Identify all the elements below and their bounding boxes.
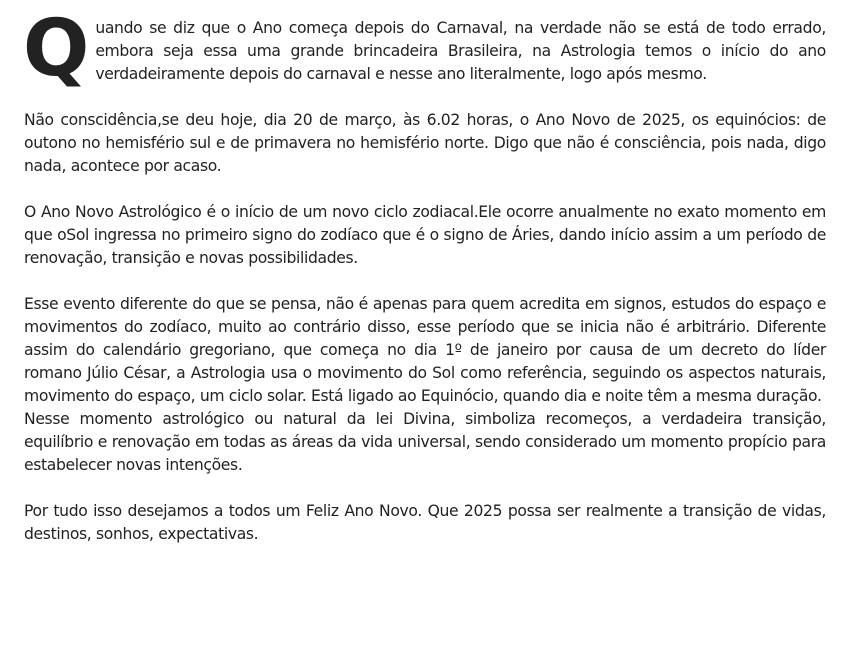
intro-paragraph [23,4,826,94]
intro-text: uando se diz que o Ano começa depois do Carnaval, na verdade não se está de todo errado, embora seja essa uma grande brincadeira Brasileira, na Astrologia temos o início do ano verdadeiramente depois do carnaval e nesse ano literalmente, logo após mesmo. [95,19,826,83]
paragraph-astrological-new-year: O Ano Novo Astrológico é o início de um novo ciclo zodiacal.Ele ocorre anualmente no exato momento em que oSol ingressa no primeiro signo do zodíaco que é o signo de Áries, dando início assim a um período de renovação, transição e novas possibilidades. [24,203,826,267]
article-body [23,4,826,569]
drop-cap: Q [23,4,90,94]
paragraph-closing-wishes: Por tudo isso desejamos a todos um Feliz Ano Novo. Que 2025 possa ser realmente a transição de vidas, destinos, sonhos, expectativas. [24,502,826,543]
paragraph-event-description: Esse evento diferente do que se pensa, não é apenas para quem acredita em signos, estudos do espaço e movimentos do zodíaco, muito ao contrário disso, esse período que se inicia não é arbitrário. Diferente assim do calendário gregoriano, que começa no dia 1º de janeiro por causa de um decreto do líder romano Júlio César, a Astrologia usa o movimento do Sol como referência, seguindo os aspectos naturais, movimento do espaço, um ciclo solar. Está ligado ao Equinócio, quando dia e noite têm a mesma duração. [24,295,826,405]
paragraph-divine-law: Nesse momento astrológico ou natural da lei Divina, simboliza recomeços, a verdadeira transição, equilíbrio e renovação em todas as áreas da vida universal, sendo considerado um momento propício para estabelecer novas intenções. [24,410,826,474]
paragraph-equinox: Não conscidência,se deu hoje, dia 20 de março, às 6.02 horas, o Ano Novo de 2025, os equinócios: de outono no hemisfério sul e de primavera no hemisfério norte. Digo que não é consciência, pois nada, digo nada, acontece por acaso. [24,111,826,175]
